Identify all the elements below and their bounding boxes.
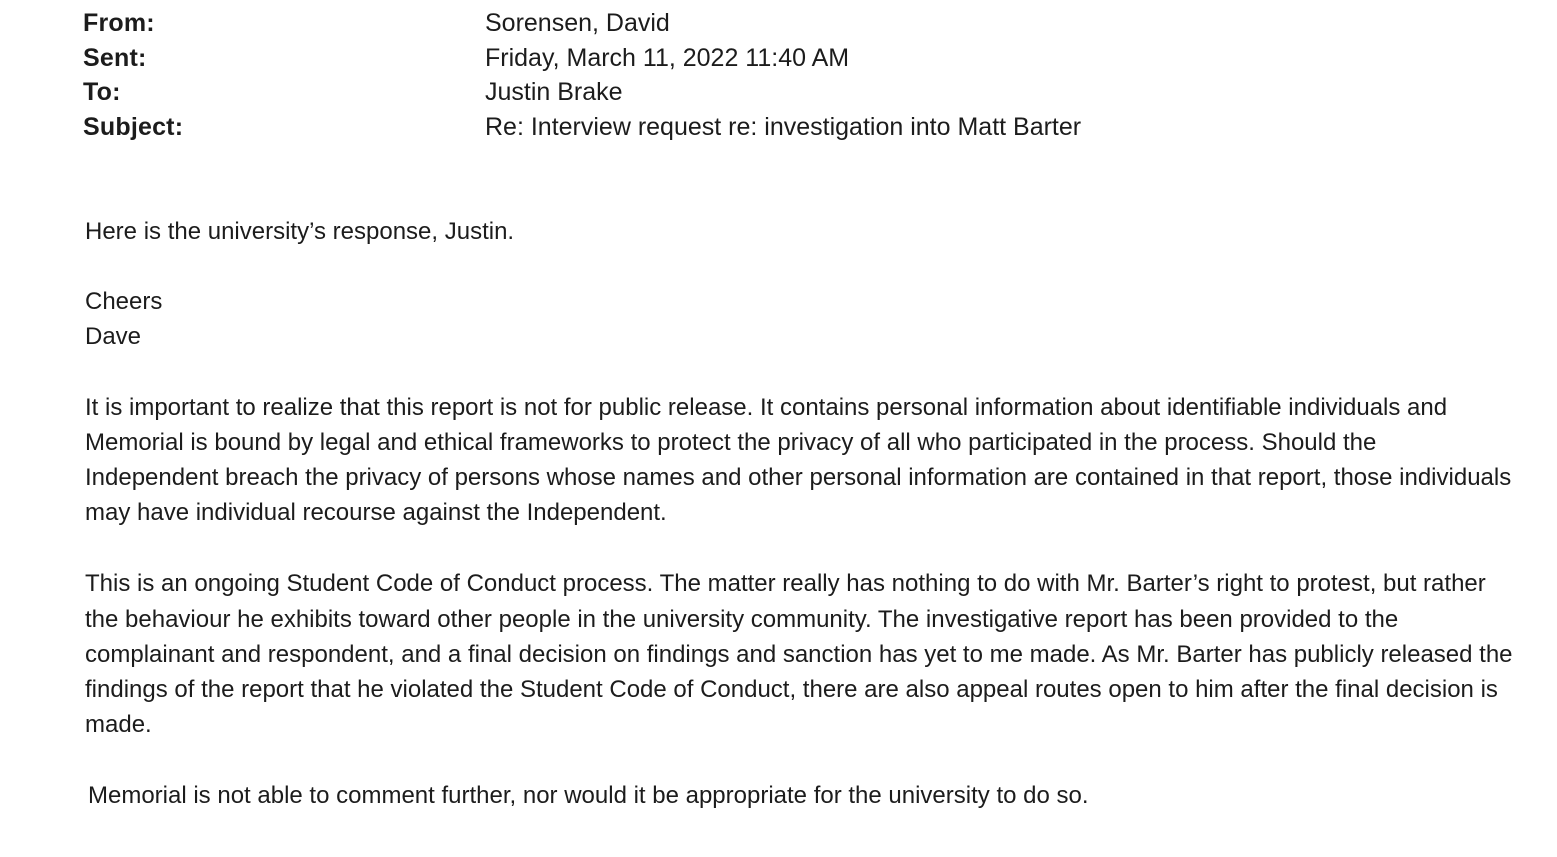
signoff-name: Dave	[85, 323, 142, 351]
subject-value: Re: Interview request re: investigation into Matt Barter	[485, 112, 1082, 141]
from-label: From:	[83, 9, 155, 38]
closing-paragraph: Memorial is not able to comment further, nor would it be appropriate for the university to do so.	[88, 782, 1089, 810]
to-row	[83, 75, 1463, 110]
subject-row	[83, 110, 1463, 145]
subject-label: Subject:	[83, 112, 184, 141]
greeting-line: Here is the university’s response, Justin.	[85, 218, 515, 245]
sent-row	[83, 41, 1463, 76]
from-value: Sorensen, David	[485, 9, 670, 38]
email-header	[83, 6, 1463, 144]
signoff-cheers: Cheers	[85, 288, 163, 316]
to-value: Justin Brake	[485, 78, 623, 107]
signoff-block	[85, 284, 1525, 354]
sent-label: Sent:	[83, 43, 147, 72]
sent-value: Friday, March 11, 2022 11:40 AM	[485, 43, 850, 72]
email-body	[85, 214, 1525, 814]
conduct-paragraph: This is an ongoing Student Code of Conduct process. The matter really has nothing to do with Mr. Barter’s right to protest, but rather the behaviour he exhibits toward other people in the university community. The investigative report has been provided to the complainant and respondent, and a final decision on findings and sanction has yet to me made. As Mr. Barter has publicly released the findings of the report that he violated the Student Code of Conduct, there are also appeal routes open to him after the final decision is made.	[85, 570, 1513, 739]
to-label: To:	[83, 78, 121, 107]
from-row	[83, 6, 1463, 41]
privacy-paragraph: It is important to realize that this report is not for public release. It contains personal information about identifiable individuals and Memorial is bound by legal and ethical frameworks to protect the privacy of all who participated in the process. Should the Independent breach the privacy of persons whose names and other personal information are contained in that report, those individuals may have individual recourse against the Independent.	[85, 393, 1512, 527]
